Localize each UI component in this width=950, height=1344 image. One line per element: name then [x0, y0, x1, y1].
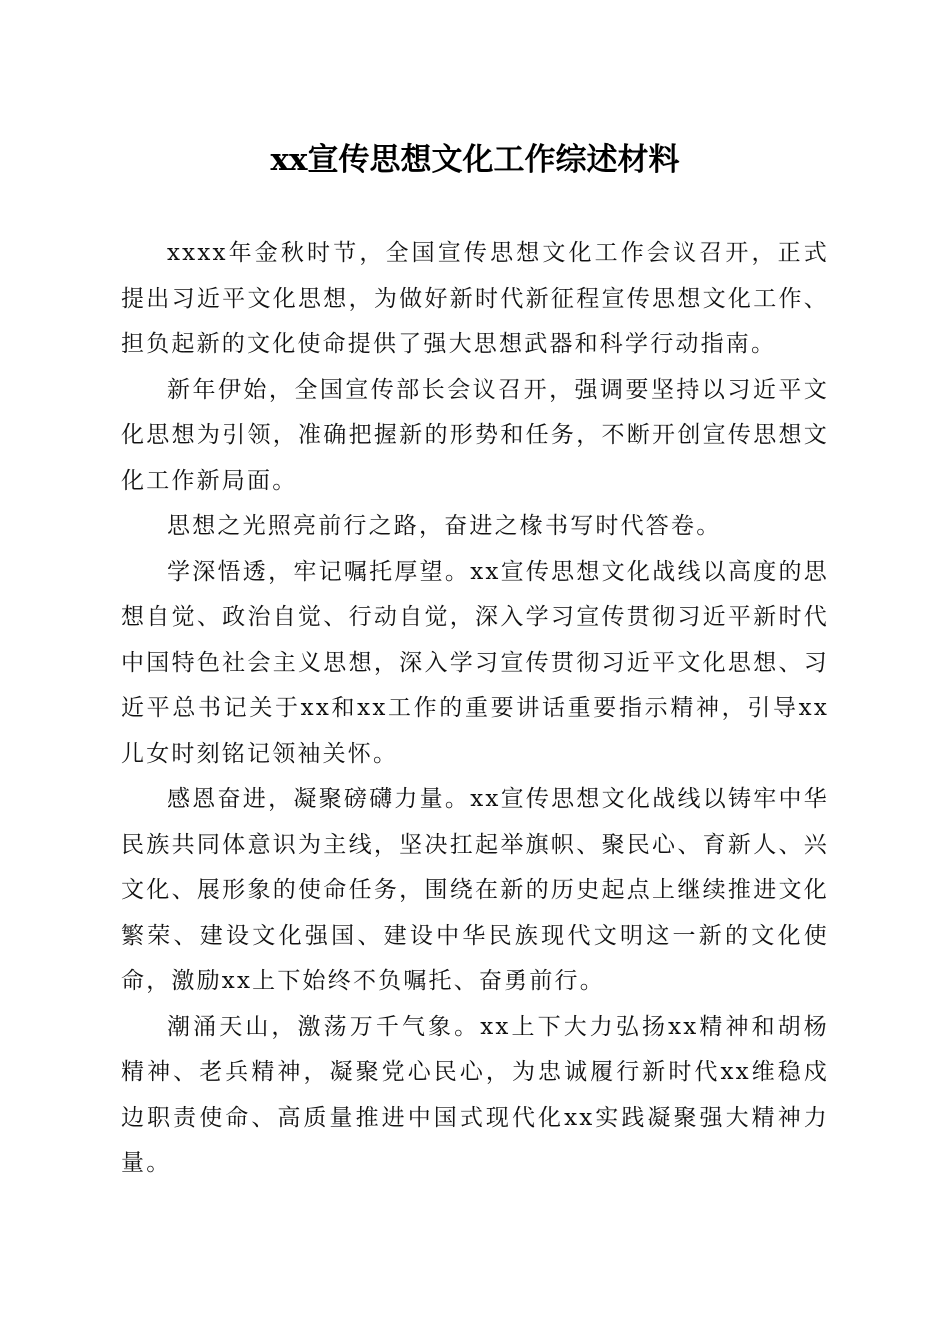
document-body	[121, 231, 829, 1187]
paragraph: 思想之光照亮前行之路，奋进之椽书写时代答卷。	[167, 513, 722, 539]
paragraph: 学深悟透，牢记嘱托厚望。xx宣传思想文化战线以高度的思想自觉、政治自觉、行动自觉，深入学习宣传贯彻习近平新时代中国特色社会主义思想，深入学习宣传贯彻习近平文化思想、习近平总书记关于xx和xx工作的重要讲话重要指示精神，引导xx儿女时刻铭记领袖关怀。	[121, 558, 829, 767]
paragraph: 新年伊始，全国宣传部长会议召开，强调要坚持以习近平文化思想为引领，准确把握新的形势和任务，不断开创宣传思想文化工作新局面。	[121, 376, 829, 494]
document-title: xx宣传思想文化工作综述材料	[270, 142, 680, 178]
paragraph: xxxx年金秋时节，全国宣传思想文化工作会议召开，正式提出习近平文化思想，为做好新时代新征程宣传思想文化工作、担负起新的文化使命提供了强大思想武器和科学行动指南。	[121, 240, 829, 357]
paragraph: 潮涌天山，激荡万千气象。xx上下大力弘扬xx精神和胡杨精神、老兵精神，凝聚党心民心，为忠诚履行新时代xx维稳戍边职责使命、高质量推进中国式现代化xx实践凝聚强大精神力量。	[121, 1013, 829, 1176]
paragraph: 感恩奋进，凝聚磅礴力量。xx宣传思想文化战线以铸牢中华民族共同体意识为主线，坚决扛起举旗帜、聚民心、育新人、兴文化、展形象的使命任务，围绕在新的历史起点上继续推进文化繁荣、建设文化强国、建设中华民族现代文明这一新的文化使命，激励xx上下始终不负嘱托、奋勇前行。	[121, 786, 829, 994]
